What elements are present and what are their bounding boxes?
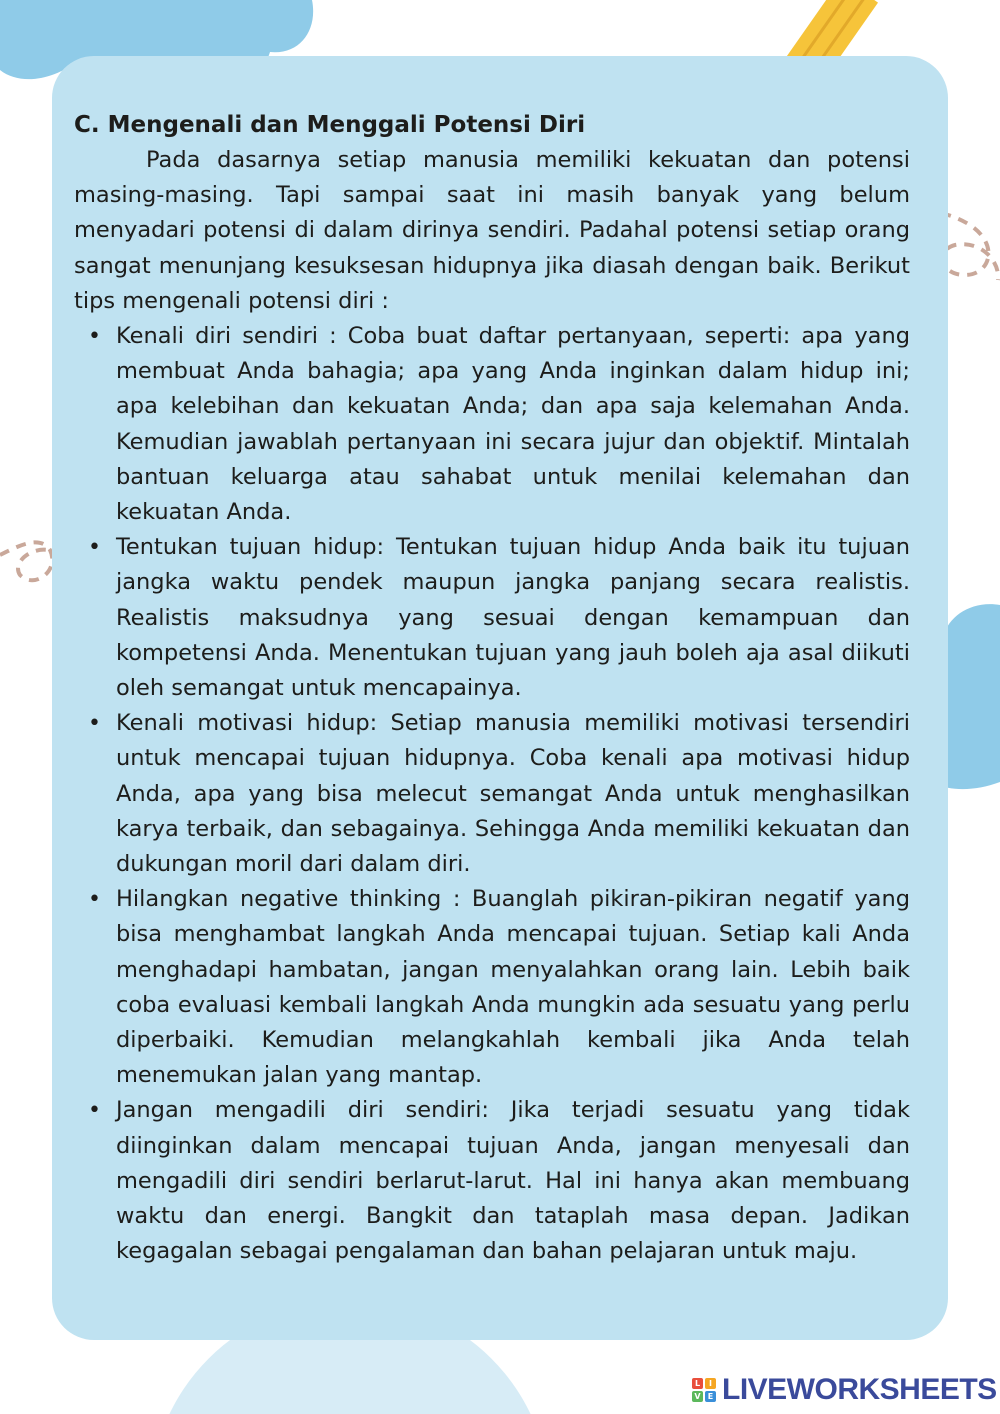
- logo-letter: E: [705, 1391, 716, 1402]
- tips-list: [74, 319, 910, 1269]
- list-item: [74, 882, 910, 1093]
- tip-text: Kenali diri sendiri : Coba buat daftar pertanyaan, seperti: apa yang membuat Anda bahagia; apa yang Anda inginkan dalam hidup ini; apa kelebihan dan kekuatan Anda; dan apa saja kelemahan Anda. Kemudian jawablah pertanyaan ini secara jujur dan objektif. Mintalah bantuan keluarga atau sahabat untuk menilai kelemahan dan kekuatan Anda.: [116, 323, 910, 526]
- tip-text: Kenali motivasi hidup: Setiap manusia memiliki motivasi tersendiri untuk mencapai tujuan hidupnya. Coba kenali apa motivasi hidup Anda, apa yang bisa melecut semangat Anda untuk menghasilkan karya terbaik, dan sebagainya. Sehingga Anda memiliki kekuatan dan dukungan moril dari dalam diri.: [116, 710, 910, 878]
- document-body: [74, 110, 910, 1270]
- bullet-icon: •: [88, 324, 101, 350]
- bullet-icon: •: [88, 535, 101, 561]
- logo-letter: L: [692, 1378, 703, 1389]
- tip-text: Jangan mengadili diri sendiri: Jika terjadi sesuatu yang tidak diinginkan dalam mencapai tujuan Anda, jangan menyesali dan mengadili diri sendiri berlarut-larut. Hal ini hanya akan membuang waktu dan energi. Bangkit dan tataplah masa depan. Jadikan kegagalan sebagai pengalaman dan bahan pelajaran untuk maju.: [116, 1097, 910, 1265]
- intro-paragraph: Pada dasarnya setiap manusia memiliki kekuatan dan potensi masing-masing. Tapi sampai saat ini masih banyak yang belum menyadari potensi di dalam dirinya sendiri. Padahal potensi setiap orang sangat menunjang kesuksesan hidupnya jika diasah dengan baik. Berikut tips mengenali potensi diri :: [74, 147, 910, 314]
- bullet-icon: •: [88, 1098, 101, 1124]
- list-item: [74, 706, 910, 882]
- list-item: [74, 319, 910, 530]
- logo-letter: V: [692, 1391, 703, 1402]
- list-item: [74, 1093, 910, 1269]
- tip-text: Hilangkan negative thinking : Buanglah pikiran-pikiran negatif yang bisa menghambat langkah Anda mencapai tujuan. Setiap kali Anda menghadapi hambatan, jangan menyalahkan orang lain. Lebih baik coba evaluasi kembali langkah Anda mungkin ada sesuatu yang perlu diperbaiki. Kemudian melangkahlah kembali jika Anda telah menemukan jalan yang mantap.: [116, 886, 910, 1089]
- section-heading: C. Mengenali dan Menggali Potensi Diri: [74, 112, 586, 138]
- bullet-icon: •: [88, 711, 101, 737]
- bullet-icon: •: [88, 887, 101, 913]
- logo-letter: I: [705, 1378, 716, 1389]
- tip-text: Tentukan tujuan hidup: Tentukan tujuan hidup Anda baik itu tujuan jangka waktu pendek maupun jangka panjang secara realistis. Realistis maksudnya yang sesuai dengan kemampuan dan kompetensi Anda. Menentukan tujuan yang jauh boleh aja asal diikuti oleh semangat untuk mencapainya.: [116, 534, 910, 702]
- logo-mark-icon: [692, 1378, 716, 1402]
- liveworksheets-logo[interactable]: [692, 1372, 997, 1408]
- logo-wordmark: LIVEWORKSHEETS: [722, 1373, 997, 1406]
- list-item: [74, 530, 910, 706]
